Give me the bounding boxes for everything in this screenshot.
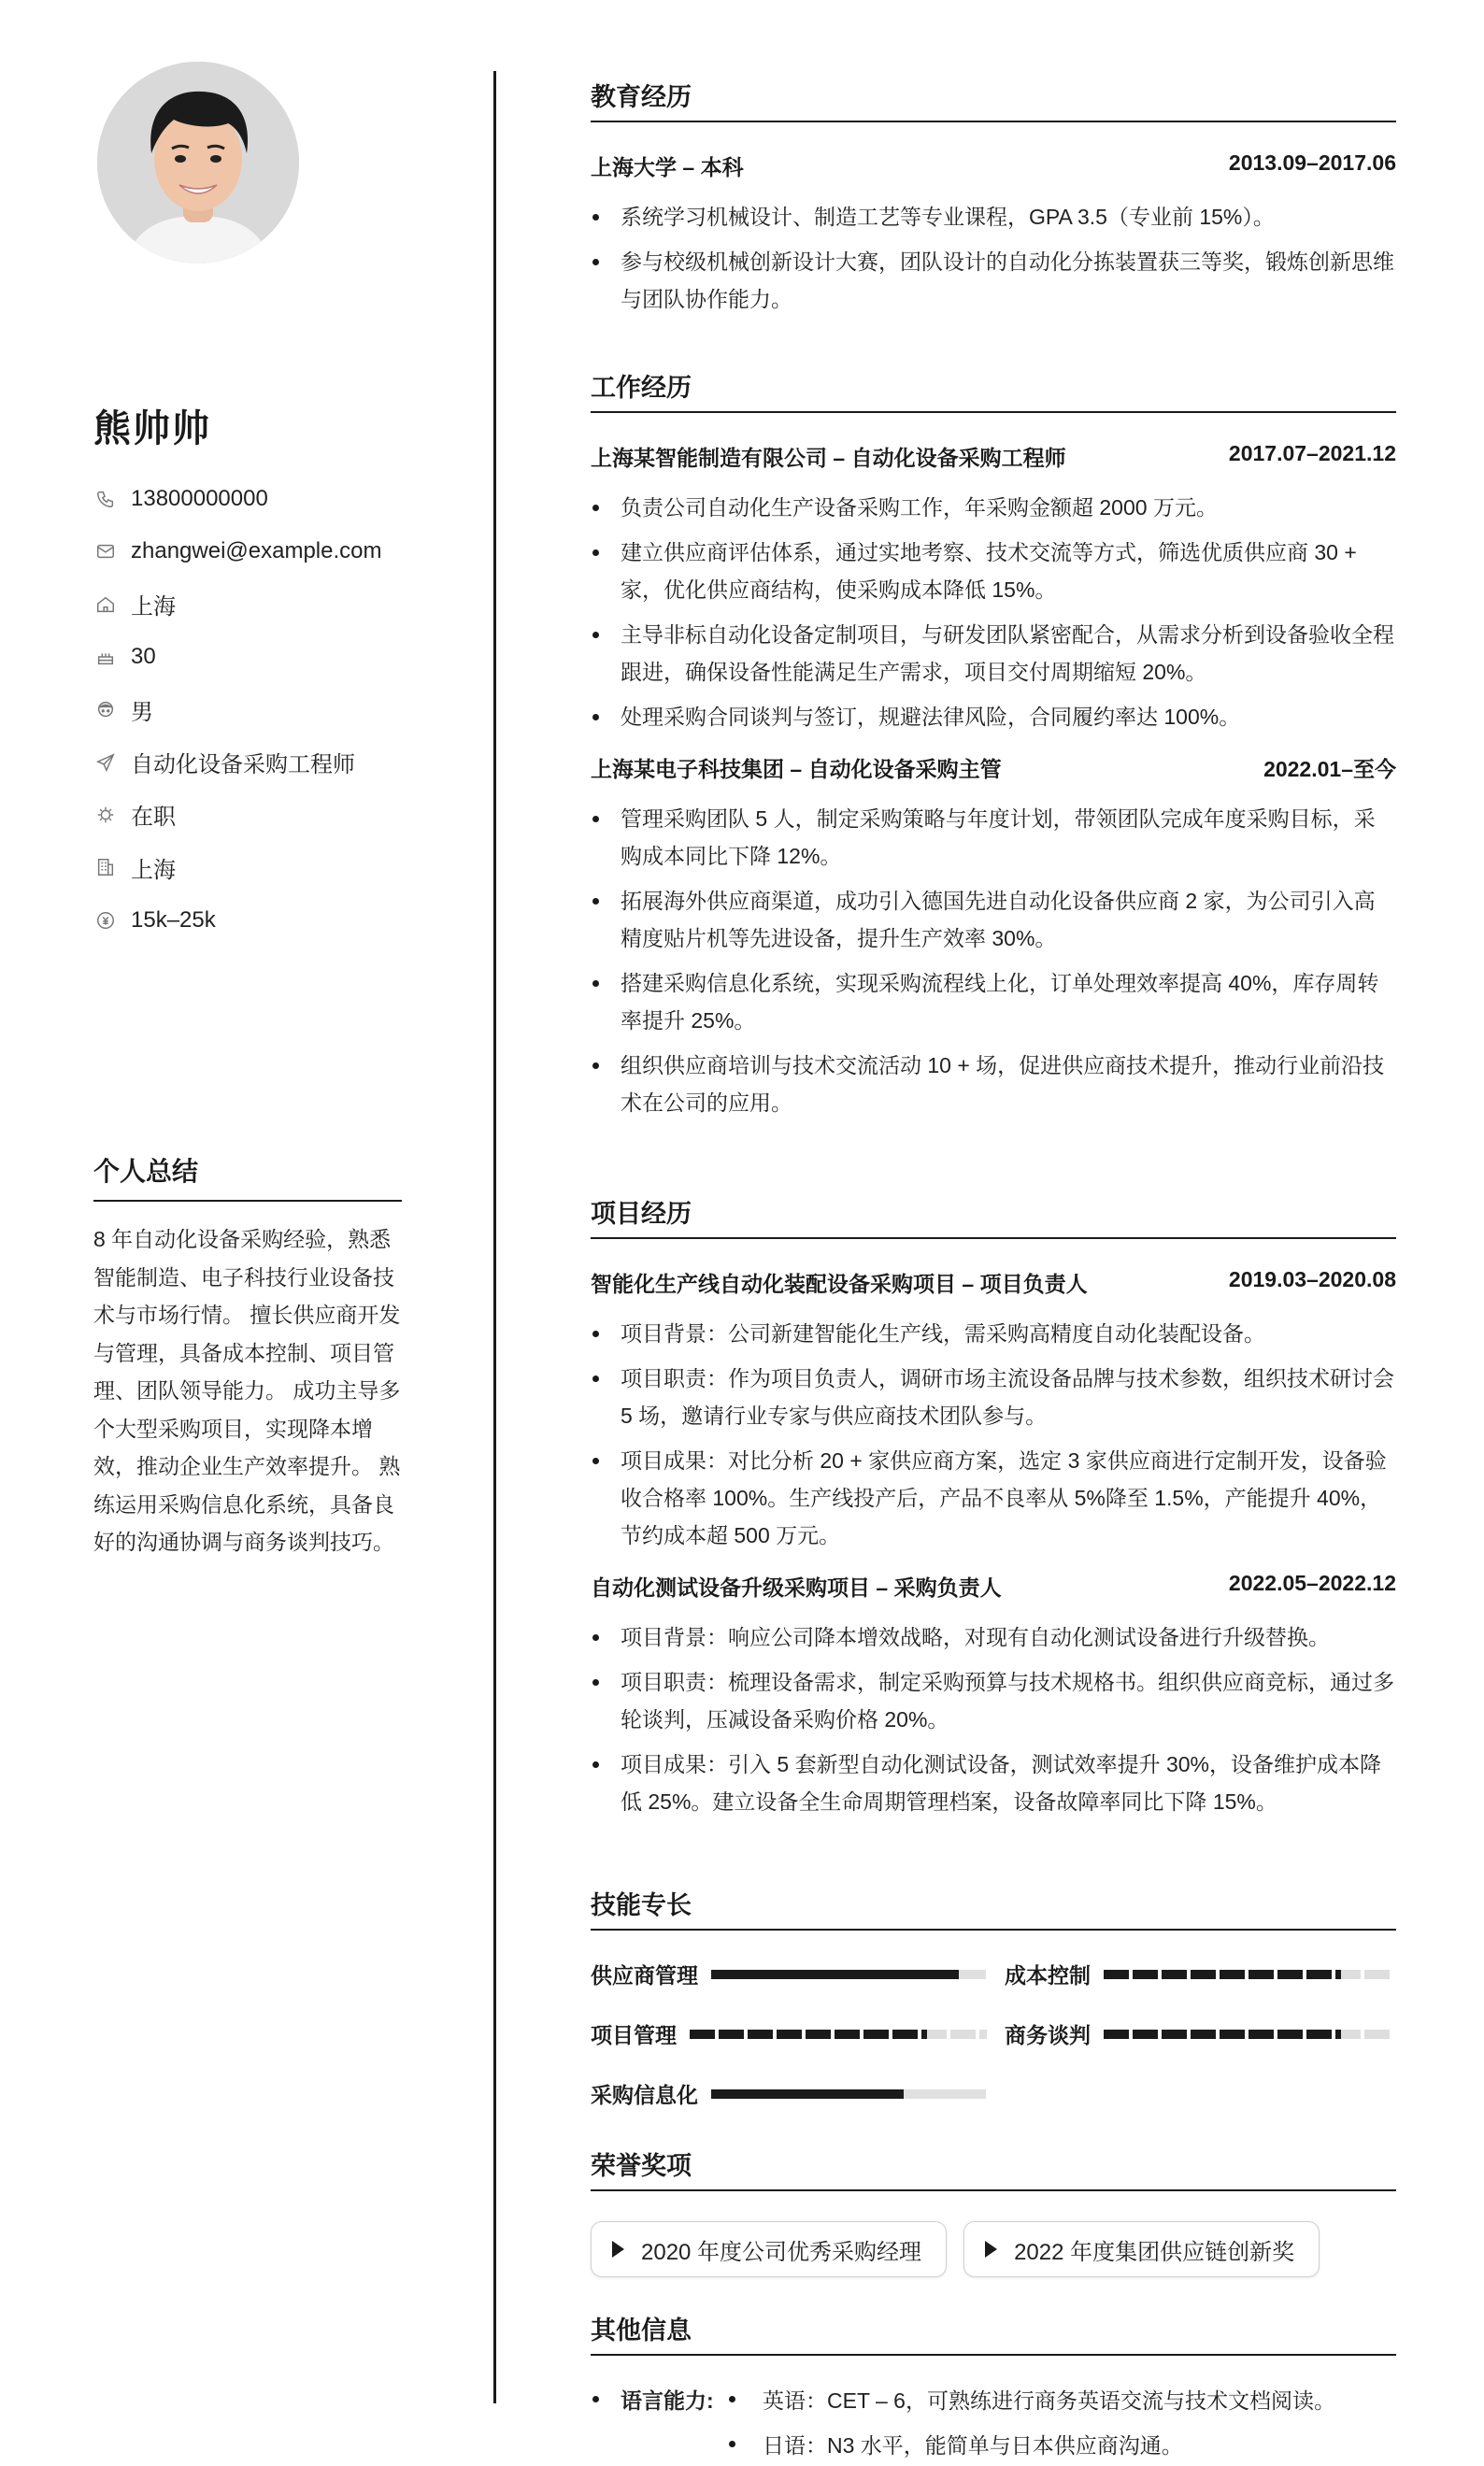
- gender-icon: [93, 697, 118, 721]
- list-item: 项目成果：对比分析 20 + 家供应商方案，选定 3 家供应商进行定制开发，设备验收合格率 100%。生产线投产后，产品不良率从 5%降至 1.5%，产能提升 40%，节约成本超 500 万元。: [591, 1442, 1396, 1554]
- skill-bar: [711, 1970, 986, 1979]
- work-entry-1-heading: 上海某智能制造有限公司 – 自动化设备采购工程师: [591, 446, 1066, 470]
- honors-section: [591, 2145, 1396, 2277]
- column-divider: [493, 71, 496, 2403]
- list-item: 处理采购合同谈判与签订，规避法律风险，合同履约率达 100%。: [591, 698, 1396, 735]
- award-text: 2022 年度集团供应链创新奖: [1014, 2239, 1295, 2265]
- work-entry-2-heading: 上海某电子科技集团 – 自动化设备采购主管: [591, 757, 1002, 781]
- mail-icon: [93, 539, 118, 563]
- project-2-period: 2022.05–2022.12: [1228, 1571, 1396, 1595]
- status-icon: [93, 803, 118, 827]
- list-item: 管理采购团队 5 人，制定采购策略与年度计划，带领团队完成年度采购目标，采购成本同比下降 12%。: [591, 800, 1396, 875]
- honors-title: 荣誉奖项: [591, 2145, 1396, 2191]
- list-item: 项目背景：公司新建智能化生产线，需采购高精度自动化装配设备。: [591, 1315, 1396, 1352]
- contact-status-text: 在职: [131, 805, 176, 831]
- other-info: [591, 2376, 1396, 2466]
- sidebar: [0, 0, 486, 2463]
- education-entry-head: [591, 150, 1396, 181]
- contact-location: [93, 578, 382, 631]
- language-english: 英语：CET – 6，可熟练进行商务英语交流与技术文档阅读。: [763, 2388, 1335, 2413]
- project-2-bullets: [591, 1618, 1396, 1820]
- contact-work-city-text: 上海: [131, 857, 176, 883]
- salary-icon: [93, 908, 118, 933]
- contact-work-city: [93, 841, 382, 893]
- bullet-dot: [729, 2441, 735, 2447]
- project-1-bullets: [591, 1315, 1396, 1554]
- list-item: 建立供应商评估体系，通过实地考察、技术交流等方式，筛选优质供应商 30 + 家，优化供应商结构，使采购成本降低 15%。: [591, 534, 1396, 608]
- play-icon: [985, 2241, 997, 2258]
- work-entry-1-bullets: [591, 489, 1396, 735]
- skills-grid: [591, 1931, 1396, 2145]
- awards-list: [591, 2221, 1396, 2277]
- contact-email[interactable]: [93, 525, 382, 577]
- skill-supplier-management: [591, 1959, 986, 1989]
- education-bullets: [591, 198, 1396, 318]
- award-text: 2020 年度公司优秀采购经理: [641, 2239, 922, 2265]
- phone-icon: [93, 487, 118, 511]
- contact-gender-text: 男: [131, 699, 153, 725]
- contact-phone-text: 13800000000: [131, 486, 268, 512]
- contact-salary: [93, 893, 382, 946]
- contact-position: [93, 735, 382, 788]
- contact-age-text: 30: [131, 644, 156, 670]
- contact-email-text: zhangwei@example.com: [131, 538, 382, 564]
- summary-title: 个人总结: [93, 1151, 402, 1202]
- list-item: 组织供应商培训与技术交流活动 10 + 场，促进供应商技术提升，推动行业前沿技术在公司的应用。: [591, 1047, 1396, 1121]
- contact-list: [93, 473, 382, 947]
- contact-location-text: 上海: [131, 594, 176, 620]
- language-japanese: 日语：N3 水平，能简单与日本供应商沟通。: [763, 2432, 1183, 2458]
- award-badge: [591, 2221, 947, 2277]
- skills-section: [591, 1885, 1396, 2145]
- list-item: 系统学习机械设计、制造工艺等专业课程，GPA 3.5（专业前 15%）。: [591, 198, 1396, 235]
- skill-name: 成本控制: [1005, 1963, 1091, 1988]
- projects-section: [591, 1193, 1396, 1828]
- list-item: 负责公司自动化生产设备采购工作，年采购金额超 2000 万元。: [591, 489, 1396, 526]
- cake-icon: [93, 645, 118, 669]
- project-1-heading: 智能化生产线自动化装配设备采购项目 – 项目负责人: [591, 1272, 1088, 1296]
- contact-salary-text: 15k–25k: [131, 906, 216, 933]
- skill-bar: [690, 2030, 987, 2039]
- education-section: [591, 77, 1396, 325]
- award-badge: [963, 2221, 1320, 2277]
- language-row-2: [591, 2421, 1396, 2466]
- work-entry-2-head: [591, 752, 1396, 783]
- work-entry-1-period: 2017.07–2021.12: [1228, 441, 1396, 465]
- skill-bar: [711, 2089, 986, 2099]
- contact-status: [93, 789, 382, 841]
- list-item: 拓展海外供应商渠道，成功引入德国先进自动化设备供应商 2 家，为公司引入高精度贴片机等先进设备，提升生产效率 30%。: [591, 882, 1396, 957]
- skill-bar: [1104, 1970, 1393, 1979]
- avatar: [97, 62, 299, 264]
- summary-text: 8 年自动化设备采购经验，熟悉智能制造、电子科技行业设备技术与市场行情。 擅长供应商开发与管理，具备成本控制、项目管理、团队领导能力。 成功主导多个大型采购项目，实现降本增效，推动企业生产效率提升。 熟练运用采购信息化系统，具备良好的沟通协调与商务谈判技巧。: [93, 1227, 401, 1554]
- send-icon: [93, 750, 118, 775]
- candidate-name: 熊帅帅: [93, 408, 211, 449]
- contact-gender: [93, 683, 382, 735]
- education-school: 上海大学 – 本科: [591, 155, 744, 179]
- skill-bar: [1104, 2030, 1393, 2039]
- bullet-dot: [729, 2396, 735, 2402]
- project-1-head: [591, 1267, 1396, 1298]
- skill-negotiation: [1005, 2018, 1393, 2049]
- project-2-heading: 自动化测试设备升级采购项目 – 采购负责人: [591, 1575, 1002, 1600]
- work-entry-2-bullets: [591, 800, 1396, 1121]
- education-period: 2013.09–2017.06: [1228, 150, 1396, 175]
- list-item: 项目背景：响应公司降本增效战略，对现有自动化测试设备进行升级替换。: [591, 1618, 1396, 1656]
- language-row-1: [591, 2376, 1396, 2421]
- project-1-period: 2019.03–2020.08: [1228, 1267, 1396, 1291]
- play-icon: [612, 2241, 624, 2258]
- other-title: 其他信息: [591, 2310, 1396, 2356]
- list-item: 参与校级机械创新设计大赛，团队设计的自动化分拣装置获三等奖，锻炼创新思维与团队协作能力。: [591, 243, 1396, 318]
- skill-procurement-it: [591, 2078, 986, 2109]
- other-section: [591, 2310, 1396, 2466]
- projects-title: 项目经历: [591, 1193, 1396, 1239]
- list-item: 主导非标自动化设备定制项目，与研发团队紧密配合，从需求分析到设备验收全程跟进，确保设备性能满足生产需求，项目交付周期缩短 20%。: [591, 616, 1396, 691]
- bullet-dot: [592, 2396, 599, 2402]
- list-item: 搭建采购信息化系统，实现采购流程线上化，订单处理效率提高 40%，库存周转率提升 25%。: [591, 964, 1396, 1039]
- avatar-portrait-icon: [97, 62, 299, 264]
- work-entry-1-head: [591, 441, 1396, 472]
- education-title: 教育经历: [591, 77, 1396, 122]
- contact-age: [93, 631, 382, 683]
- skill-project-management: [591, 2018, 987, 2049]
- language-label: 语言能力:: [621, 2388, 714, 2413]
- home-icon: [93, 592, 118, 617]
- list-item: 项目成果：引入 5 套新型自动化测试设备，测试效率提升 30%，设备维护成本降低 25%。建立设备全生命周期管理档案，设备故障率同比下降 15%。: [591, 1746, 1396, 1820]
- work-title: 工作经历: [591, 367, 1396, 413]
- work-section: [591, 367, 1396, 1129]
- building-icon: [93, 855, 118, 879]
- list-item: 项目职责：作为项目负责人，调研市场主流设备品牌与技术参数，组织技术研讨会 5 场，邀请行业专家与供应商技术团队参与。: [591, 1360, 1396, 1434]
- project-2-head: [591, 1571, 1396, 1602]
- skill-name: 供应商管理: [591, 1963, 698, 1988]
- work-entry-2-period: 2022.01–至今: [1263, 757, 1396, 781]
- contact-phone[interactable]: [93, 473, 382, 525]
- list-item: 项目职责：梳理设备需求，制定采购预算与技术规格书。组织供应商竞标，通过多轮谈判，压减设备采购价格 20%。: [591, 1663, 1396, 1738]
- skill-name: 项目管理: [591, 2023, 677, 2047]
- contact-position-text: 自动化设备采购工程师: [131, 752, 355, 778]
- skill-name: 商务谈判: [1005, 2023, 1091, 2047]
- skill-cost-control: [1005, 1959, 1393, 1989]
- skills-title: 技能专长: [591, 1885, 1396, 1931]
- skill-name: 采购信息化: [591, 2083, 698, 2107]
